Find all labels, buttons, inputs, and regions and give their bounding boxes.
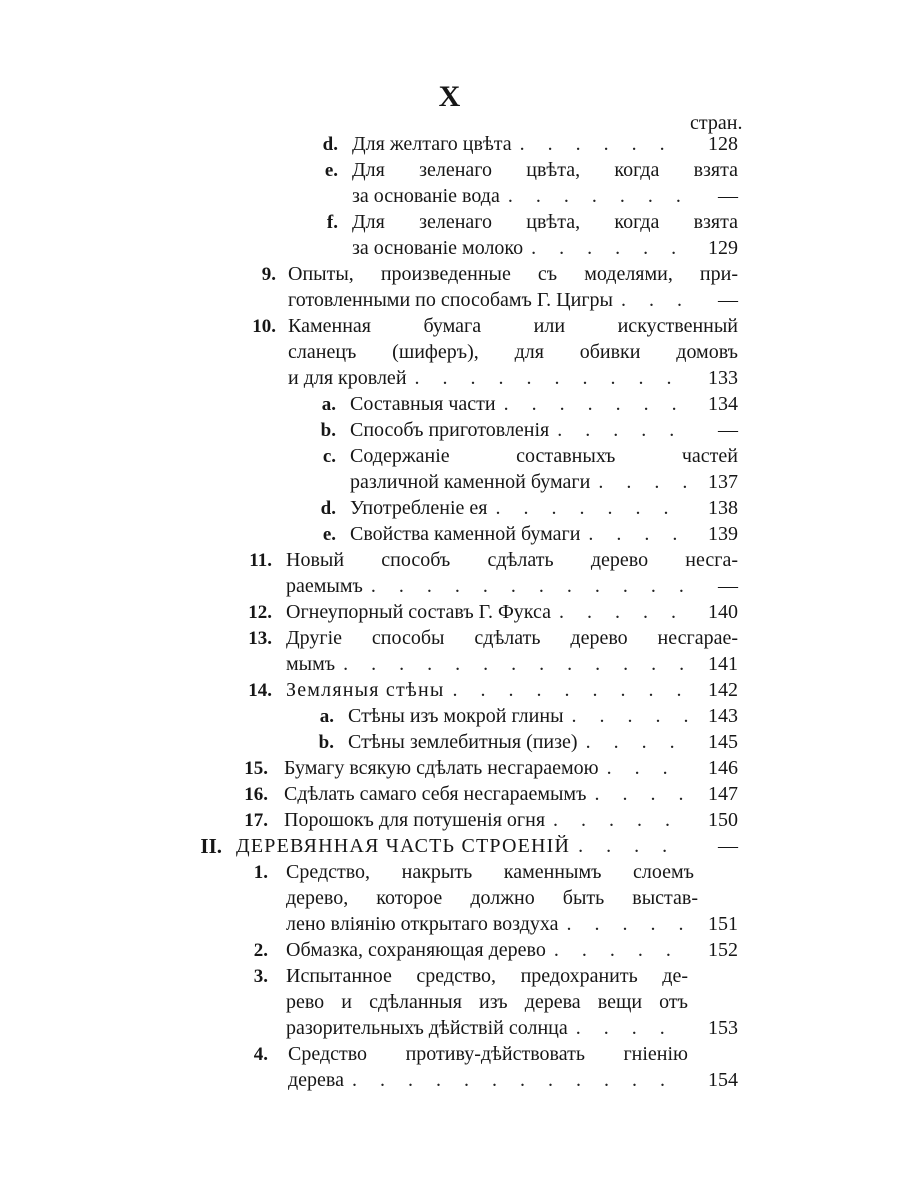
toc-marker: 9.: [261, 264, 276, 285]
leader-dots: [578, 730, 688, 755]
toc-entry: [352, 236, 685, 261]
leader-dots: [487, 496, 688, 521]
toc-marker: d.: [322, 134, 338, 155]
leader-dots: [551, 600, 688, 625]
section-marker: II.: [200, 834, 222, 858]
toc-entry-title: и для кровлей: [288, 367, 407, 389]
toc-marker: e.: [324, 160, 338, 181]
toc-marker: b.: [320, 420, 336, 441]
toc-entry-title: дерево, которое должно быть выстав-: [286, 887, 698, 909]
toc-entry-title: Составныя части: [350, 393, 496, 415]
toc-entry-title: Стѣны изъ мокрой глины: [348, 705, 564, 727]
toc-marker: 15.: [244, 758, 268, 779]
toc-entry: [286, 574, 688, 599]
toc-entry-title: мымъ: [286, 653, 336, 675]
toc-page-number: 137: [708, 471, 738, 493]
toc-marker: 1.: [253, 862, 268, 883]
toc-marker: 12.: [248, 602, 272, 623]
toc-page-number: 150: [708, 809, 738, 831]
toc-entry: [284, 782, 688, 807]
toc-entry-title: Для зеленаго цвѣта, когда взята: [352, 211, 738, 233]
toc-entry-title: Опыты, произведенные съ моделями, при-: [288, 263, 738, 285]
leader-dots: [613, 288, 688, 313]
toc-entry: [286, 912, 688, 937]
leader-dots: [545, 808, 688, 833]
toc-entry: [288, 366, 688, 391]
toc-entry: [350, 444, 738, 469]
toc-entry-title: рево и сдѣланныя изъ дерева вещи отъ: [286, 991, 688, 1013]
leader-dots: [559, 912, 688, 937]
toc-entry-title: за основаніе молоко: [352, 237, 524, 259]
page-column-label: стран.: [690, 112, 743, 134]
toc-entry: [286, 652, 688, 677]
toc-entry: [350, 522, 688, 547]
toc-entry: [288, 288, 688, 313]
toc-entry-title: Порошокъ для потушенія огня: [284, 809, 546, 831]
toc-entry: [286, 964, 688, 989]
toc-entry: [348, 704, 688, 729]
toc-entry: [350, 496, 688, 521]
toc-entry-title: Средство противу-дѣйствовать гніенію: [288, 1043, 688, 1065]
leader-dots: [523, 236, 685, 261]
toc-entry-title: различной каменной бумаги: [350, 471, 591, 493]
toc-entry: [288, 262, 738, 287]
toc-marker: 14.: [248, 680, 272, 701]
toc-marker: d.: [320, 498, 336, 519]
toc-entry: [352, 210, 738, 235]
toc-marker: a.: [321, 394, 336, 415]
toc-entry: [286, 860, 694, 885]
toc-marker: 4.: [253, 1044, 268, 1065]
section-heading: [236, 834, 688, 859]
toc-entry: [288, 314, 738, 339]
toc-page-number: —: [718, 419, 738, 441]
toc-page-number: 129: [708, 237, 738, 259]
leader-dots: [344, 1068, 688, 1093]
toc-page-number: 138: [708, 497, 738, 519]
toc-entry: [352, 184, 685, 209]
toc-marker: 10.: [252, 316, 276, 337]
toc-page-number: 154: [708, 1069, 738, 1091]
toc-page-number: 140: [708, 601, 738, 623]
leader-dots: [335, 652, 688, 677]
toc-entry-title: Употребленіе ея: [350, 497, 488, 519]
toc-page-number: 151: [708, 913, 738, 935]
toc-entry-title: раемымъ: [286, 575, 363, 597]
toc-entry: [284, 808, 688, 833]
toc-marker: 2.: [253, 940, 268, 961]
toc-entry-title: Для желтаго цвѣта: [352, 133, 512, 155]
toc-page-number: 128: [708, 133, 738, 155]
toc-entry-title: готовленными по способамъ Г. Цигры: [288, 289, 613, 311]
toc-entry-title: Свойства каменной бумаги: [350, 523, 581, 545]
toc-page-number: 142: [708, 679, 738, 701]
toc-entry: [286, 678, 688, 703]
toc-page-number: —: [718, 835, 738, 857]
toc-marker: f.: [326, 212, 338, 233]
toc-page-number: 153: [708, 1017, 738, 1039]
toc-marker: b.: [318, 732, 334, 753]
toc-page-number: —: [718, 289, 738, 311]
toc-marker: a.: [319, 706, 334, 727]
toc-entry-title: Стѣны землебитныя (пизе): [348, 731, 578, 753]
leader-dots: [496, 392, 688, 417]
toc-entry: [286, 548, 738, 573]
toc-entry-title: Содержаніе составныхъ частей: [350, 445, 738, 467]
leader-dots: [599, 756, 688, 781]
toc-entry: [350, 418, 688, 443]
toc-entry-title: Огнеупорный составъ Г. Фукса: [286, 601, 551, 623]
leader-dots: [363, 574, 688, 599]
toc-entry-title: разорительныхъ дѣйствій солнца: [286, 1017, 568, 1039]
leader-dots: [549, 418, 688, 443]
toc-entry: [348, 730, 688, 755]
toc-entry-title: Испытанное средство, предохранить де-: [286, 965, 688, 987]
toc-entry: [352, 158, 738, 183]
toc-page-number: 133: [708, 367, 738, 389]
toc-entry-title: Обмазка, сохраняющая дерево: [286, 939, 546, 961]
toc-page-number: 134: [708, 393, 738, 415]
toc-entry: [350, 470, 688, 495]
toc-page-number: 143: [708, 705, 738, 727]
leader-dots: [564, 704, 688, 729]
toc-page-number: 141: [708, 653, 738, 675]
toc-entry-title: Бумагу всякую сдѣлать несгараемою: [284, 757, 599, 779]
toc-page-number: —: [718, 185, 738, 207]
toc-entry: [352, 132, 685, 157]
toc-entry: [288, 1042, 688, 1067]
leader-dots: [568, 1016, 688, 1041]
toc-page-number: 147: [708, 783, 738, 805]
toc-entry-title: дерева: [288, 1069, 344, 1091]
toc-marker: e.: [322, 524, 336, 545]
leader-dots: [586, 782, 688, 807]
toc-marker: 17.: [244, 810, 268, 831]
section-title: ДЕРЕВЯННАЯ ЧАСТЬ СТРОЕНІЙ: [236, 835, 571, 857]
toc-marker: 3.: [253, 966, 268, 987]
toc-entry: [284, 756, 688, 781]
leader-dots: [570, 834, 688, 859]
toc-entry: [288, 1068, 688, 1093]
toc-marker: 11.: [249, 550, 272, 571]
toc-page-number: 146: [708, 757, 738, 779]
toc-page-number: 152: [708, 939, 738, 961]
leader-dots: [512, 132, 685, 157]
toc-entry-title: лено вліянію открытаго воздуха: [286, 913, 559, 935]
toc-page-number: 139: [708, 523, 738, 545]
toc-entry-title: Другіе способы сдѣлать дерево несгарае-: [286, 627, 738, 649]
toc-entry: [286, 938, 688, 963]
folio-roman-numeral: X: [438, 80, 462, 113]
toc-entry: [288, 340, 738, 365]
toc-page-number: 145: [708, 731, 738, 753]
leader-dots: [546, 938, 688, 963]
toc-page-number: —: [718, 575, 738, 597]
toc-entry-title: Для зеленаго цвѣта, когда взята: [352, 159, 738, 181]
toc-entry: [286, 886, 698, 911]
toc-entry-title: Сдѣлать самаго себя несгараемымъ: [284, 783, 587, 805]
leader-dots: [445, 678, 689, 703]
toc-entry: [286, 626, 738, 651]
toc-entry-title: за основаніе вода: [352, 185, 500, 207]
leader-dots: [590, 470, 688, 495]
toc-entry-title: Новый способъ сдѣлать дерево несга-: [286, 549, 738, 571]
toc-entry: [286, 1016, 688, 1041]
toc-entry-title: Способъ приготовленія: [350, 419, 550, 441]
leader-dots: [580, 522, 688, 547]
toc-marker: 16.: [244, 784, 268, 805]
toc-marker: c.: [322, 446, 336, 467]
toc-entry-title: Средство, накрыть каменнымъ слоемъ: [286, 861, 694, 883]
toc-entry: [286, 600, 688, 625]
leader-dots: [500, 184, 685, 209]
toc-entry-title: сланецъ (шиферъ), для обивки домовъ: [288, 341, 738, 363]
toc-entry: [350, 392, 688, 417]
toc-entry: [286, 990, 688, 1015]
leader-dots: [407, 366, 688, 391]
toc-entry-title: Земляныя стѣны: [286, 679, 445, 701]
toc-entry-title: Каменная бумага или искуственный: [288, 315, 738, 337]
toc-marker: 13.: [248, 628, 272, 649]
